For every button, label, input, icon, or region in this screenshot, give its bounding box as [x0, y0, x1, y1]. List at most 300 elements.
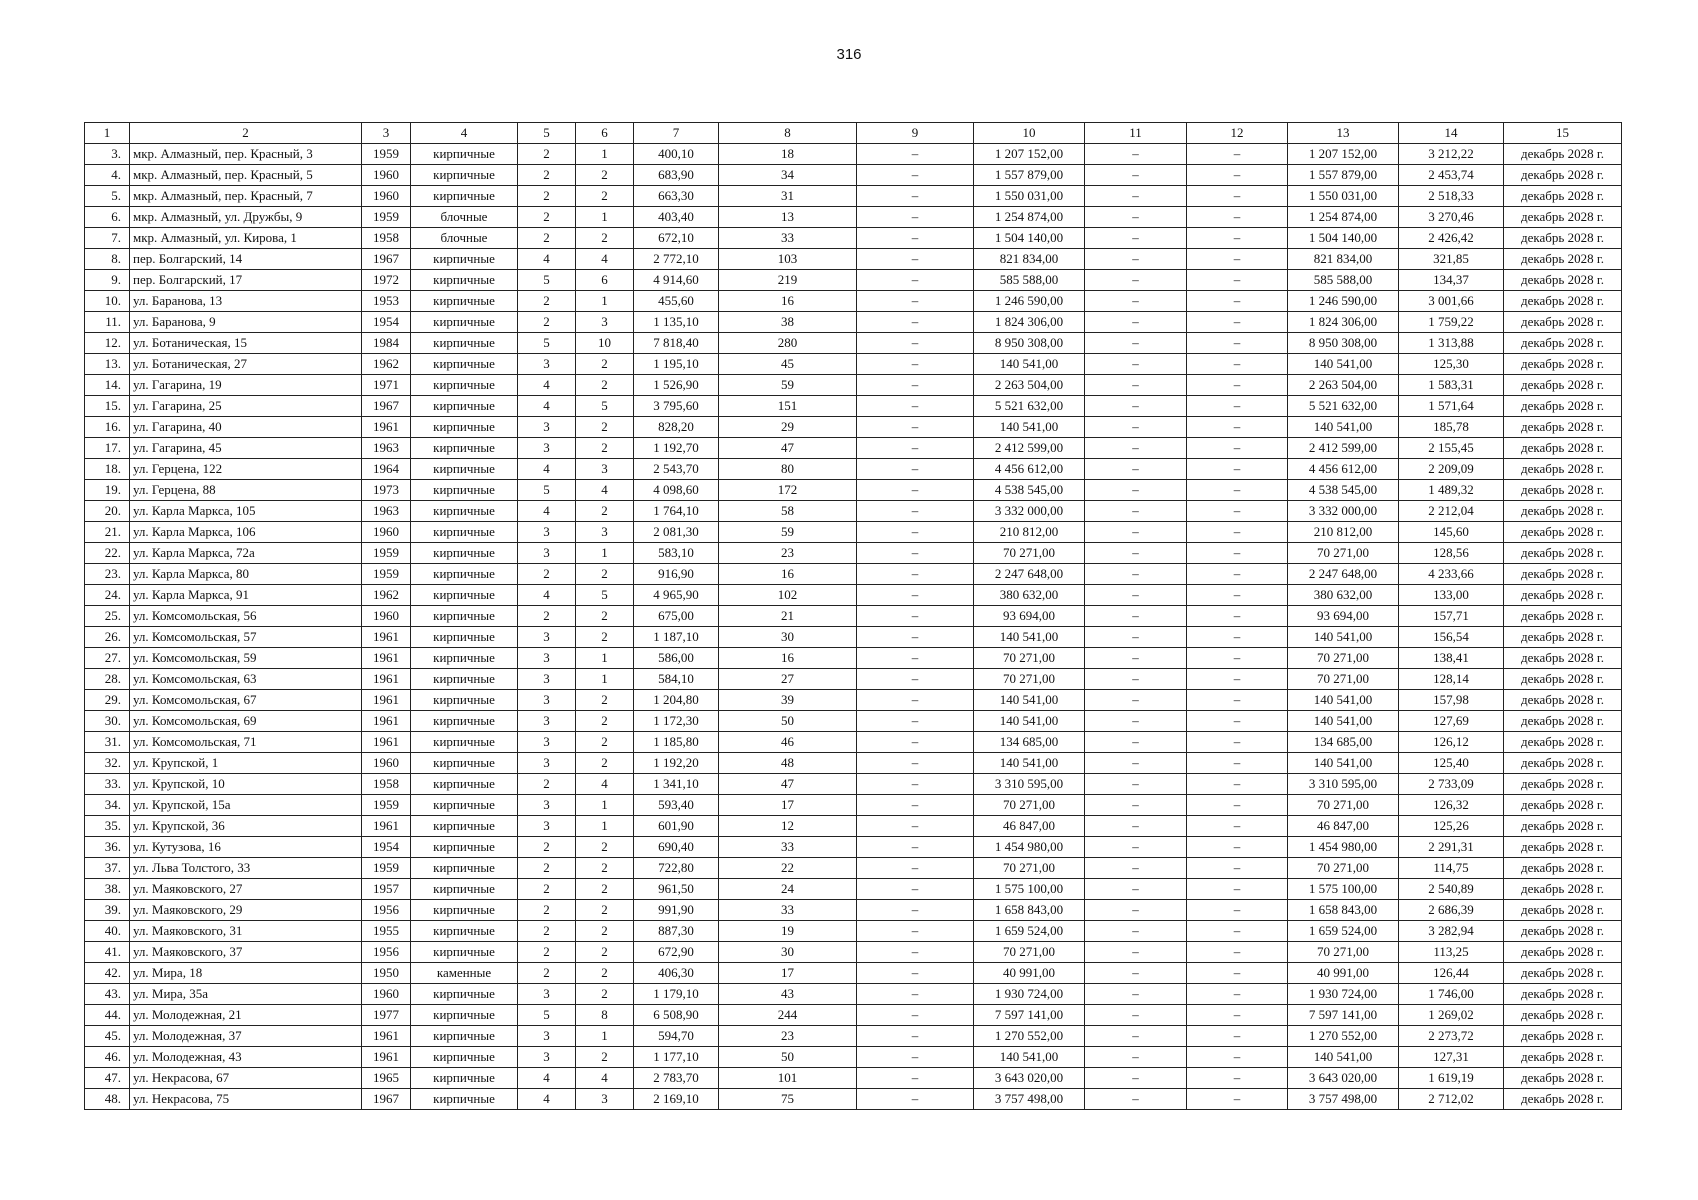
- value-col-13: 3 332 000,00: [1288, 501, 1399, 522]
- residents: 59: [719, 375, 857, 396]
- entrances: 4: [576, 249, 634, 270]
- value-col-12: –: [1187, 186, 1288, 207]
- value-col-12: –: [1187, 627, 1288, 648]
- wall-material: кирпичные: [411, 837, 518, 858]
- wall-material: кирпичные: [411, 144, 518, 165]
- build-year: 1962: [362, 354, 411, 375]
- residents: 80: [719, 459, 857, 480]
- build-year: 1963: [362, 438, 411, 459]
- value-col-10: 210 812,00: [974, 522, 1085, 543]
- value-col-10: 70 271,00: [974, 795, 1085, 816]
- value-col-12: –: [1187, 375, 1288, 396]
- value-col-11: –: [1085, 879, 1187, 900]
- table-row: [85, 249, 1622, 270]
- value-col-11: –: [1085, 522, 1187, 543]
- value-col-10: 3 643 020,00: [974, 1068, 1085, 1089]
- wall-material: кирпичные: [411, 648, 518, 669]
- wall-material: кирпичные: [411, 1089, 518, 1110]
- value-col-11: –: [1085, 291, 1187, 312]
- build-year: 1963: [362, 501, 411, 522]
- floors: 3: [518, 711, 576, 732]
- value-col-10: 1 504 140,00: [974, 228, 1085, 249]
- build-year: 1972: [362, 270, 411, 291]
- value-col-14: 1 571,64: [1399, 396, 1504, 417]
- table-row: [85, 669, 1622, 690]
- wall-material: кирпичные: [411, 984, 518, 1005]
- deadline: декабрь 2028 г.: [1504, 354, 1622, 375]
- value-col-10: 1 207 152,00: [974, 144, 1085, 165]
- residents: 219: [719, 270, 857, 291]
- value-col-12: –: [1187, 648, 1288, 669]
- value-col-9: –: [857, 1026, 974, 1047]
- residents: 46: [719, 732, 857, 753]
- value-col-10: 46 847,00: [974, 816, 1085, 837]
- area: 722,80: [634, 858, 719, 879]
- deadline: декабрь 2028 г.: [1504, 774, 1622, 795]
- value-col-14: 4 233,66: [1399, 564, 1504, 585]
- deadline: декабрь 2028 г.: [1504, 942, 1622, 963]
- entrances: 1: [576, 144, 634, 165]
- residents: 16: [719, 291, 857, 312]
- deadline: декабрь 2028 г.: [1504, 501, 1622, 522]
- residents: 58: [719, 501, 857, 522]
- area: 1 172,30: [634, 711, 719, 732]
- residents: 244: [719, 1005, 857, 1026]
- residents: 13: [719, 207, 857, 228]
- value-col-13: 140 541,00: [1288, 627, 1399, 648]
- value-col-11: –: [1085, 501, 1187, 522]
- value-col-11: –: [1085, 375, 1187, 396]
- table-row: [85, 1068, 1622, 1089]
- area: 1 195,10: [634, 354, 719, 375]
- address: ул. Ботаническая, 15: [130, 333, 362, 354]
- row-number: 29.: [85, 690, 130, 711]
- table-row: [85, 816, 1622, 837]
- residents: 34: [719, 165, 857, 186]
- value-col-13: 585 588,00: [1288, 270, 1399, 291]
- address: мкр. Алмазный, пер. Красный, 5: [130, 165, 362, 186]
- floors: 2: [518, 207, 576, 228]
- residents: 22: [719, 858, 857, 879]
- value-col-14: 2 453,74: [1399, 165, 1504, 186]
- row-number: 46.: [85, 1047, 130, 1068]
- value-col-9: –: [857, 1089, 974, 1110]
- wall-material: кирпичные: [411, 291, 518, 312]
- deadline: декабрь 2028 г.: [1504, 732, 1622, 753]
- floors: 3: [518, 522, 576, 543]
- value-col-9: –: [857, 942, 974, 963]
- entrances: 2: [576, 354, 634, 375]
- value-col-12: –: [1187, 228, 1288, 249]
- wall-material: кирпичные: [411, 459, 518, 480]
- register-table: [84, 122, 1622, 1110]
- area: 583,10: [634, 543, 719, 564]
- wall-material: кирпичные: [411, 564, 518, 585]
- column-number: 3: [362, 123, 411, 144]
- row-number: 35.: [85, 816, 130, 837]
- value-col-14: 1 583,31: [1399, 375, 1504, 396]
- area: 4 098,60: [634, 480, 719, 501]
- value-col-13: 3 643 020,00: [1288, 1068, 1399, 1089]
- build-year: 1961: [362, 1047, 411, 1068]
- value-col-12: –: [1187, 144, 1288, 165]
- value-col-14: 126,44: [1399, 963, 1504, 984]
- floors: 5: [518, 480, 576, 501]
- row-number: 20.: [85, 501, 130, 522]
- entrances: 2: [576, 375, 634, 396]
- floors: 3: [518, 732, 576, 753]
- value-col-11: –: [1085, 396, 1187, 417]
- wall-material: кирпичные: [411, 732, 518, 753]
- build-year: 1961: [362, 648, 411, 669]
- value-col-12: –: [1187, 690, 1288, 711]
- value-col-13: 1 557 879,00: [1288, 165, 1399, 186]
- build-year: 1961: [362, 669, 411, 690]
- entrances: 2: [576, 228, 634, 249]
- address: ул. Крупской, 15а: [130, 795, 362, 816]
- column-number: 13: [1288, 123, 1399, 144]
- deadline: декабрь 2028 г.: [1504, 396, 1622, 417]
- value-col-9: –: [857, 1047, 974, 1068]
- table-row: [85, 270, 1622, 291]
- floors: 4: [518, 459, 576, 480]
- value-col-11: –: [1085, 858, 1187, 879]
- address: ул. Комсомольская, 57: [130, 627, 362, 648]
- value-col-10: 140 541,00: [974, 690, 1085, 711]
- floors: 3: [518, 753, 576, 774]
- value-col-14: 133,00: [1399, 585, 1504, 606]
- table-row: [85, 837, 1622, 858]
- entrances: 2: [576, 501, 634, 522]
- column-number: 15: [1504, 123, 1622, 144]
- address: ул. Маяковского, 27: [130, 879, 362, 900]
- build-year: 1967: [362, 249, 411, 270]
- area: 961,50: [634, 879, 719, 900]
- address: ул. Молодежная, 43: [130, 1047, 362, 1068]
- address: ул. Комсомольская, 63: [130, 669, 362, 690]
- entrances: 2: [576, 879, 634, 900]
- value-col-13: 1 454 980,00: [1288, 837, 1399, 858]
- value-col-9: –: [857, 606, 974, 627]
- area: 400,10: [634, 144, 719, 165]
- floors: 3: [518, 648, 576, 669]
- deadline: декабрь 2028 г.: [1504, 270, 1622, 291]
- build-year: 1959: [362, 795, 411, 816]
- entrances: 2: [576, 627, 634, 648]
- value-col-14: 138,41: [1399, 648, 1504, 669]
- table-row: [85, 522, 1622, 543]
- value-col-9: –: [857, 984, 974, 1005]
- deadline: декабрь 2028 г.: [1504, 459, 1622, 480]
- wall-material: кирпичные: [411, 1047, 518, 1068]
- floors: 3: [518, 438, 576, 459]
- row-number: 27.: [85, 648, 130, 669]
- deadline: декабрь 2028 г.: [1504, 963, 1622, 984]
- row-number: 34.: [85, 795, 130, 816]
- value-col-11: –: [1085, 816, 1187, 837]
- wall-material: кирпичные: [411, 1068, 518, 1089]
- value-col-10: 70 271,00: [974, 543, 1085, 564]
- value-col-9: –: [857, 795, 974, 816]
- value-col-14: 126,32: [1399, 795, 1504, 816]
- value-col-9: –: [857, 312, 974, 333]
- entrances: 2: [576, 417, 634, 438]
- build-year: 1957: [362, 879, 411, 900]
- build-year: 1977: [362, 1005, 411, 1026]
- value-col-11: –: [1085, 312, 1187, 333]
- value-col-12: –: [1187, 585, 1288, 606]
- address: ул. Карла Маркса, 80: [130, 564, 362, 585]
- value-col-10: 2 263 504,00: [974, 375, 1085, 396]
- floors: 4: [518, 585, 576, 606]
- address: ул. Герцена, 88: [130, 480, 362, 501]
- build-year: 1964: [362, 459, 411, 480]
- area: 1 341,10: [634, 774, 719, 795]
- value-col-11: –: [1085, 1005, 1187, 1026]
- value-col-11: –: [1085, 1026, 1187, 1047]
- table-row: [85, 501, 1622, 522]
- row-number: 10.: [85, 291, 130, 312]
- entrances: 2: [576, 690, 634, 711]
- value-col-12: –: [1187, 396, 1288, 417]
- address: ул. Мира, 35а: [130, 984, 362, 1005]
- entrances: 10: [576, 333, 634, 354]
- deadline: декабрь 2028 г.: [1504, 795, 1622, 816]
- residents: 101: [719, 1068, 857, 1089]
- table-row: [85, 732, 1622, 753]
- address: ул. Карла Маркса, 106: [130, 522, 362, 543]
- row-number: 21.: [85, 522, 130, 543]
- area: 2 772,10: [634, 249, 719, 270]
- residents: 75: [719, 1089, 857, 1110]
- value-col-9: –: [857, 627, 974, 648]
- table-row: [85, 543, 1622, 564]
- area: 663,30: [634, 186, 719, 207]
- value-col-12: –: [1187, 1068, 1288, 1089]
- column-number: 6: [576, 123, 634, 144]
- wall-material: кирпичные: [411, 165, 518, 186]
- value-col-14: 127,31: [1399, 1047, 1504, 1068]
- floors: 2: [518, 564, 576, 585]
- address: ул. Некрасова, 67: [130, 1068, 362, 1089]
- value-col-10: 2 412 599,00: [974, 438, 1085, 459]
- floors: 3: [518, 1047, 576, 1068]
- entrances: 2: [576, 1047, 634, 1068]
- value-col-11: –: [1085, 711, 1187, 732]
- wall-material: кирпичные: [411, 1026, 518, 1047]
- deadline: декабрь 2028 г.: [1504, 627, 1622, 648]
- residents: 31: [719, 186, 857, 207]
- row-number: 48.: [85, 1089, 130, 1110]
- value-col-14: 125,26: [1399, 816, 1504, 837]
- value-col-9: –: [857, 900, 974, 921]
- value-col-12: –: [1187, 774, 1288, 795]
- deadline: декабрь 2028 г.: [1504, 543, 1622, 564]
- deadline: декабрь 2028 г.: [1504, 207, 1622, 228]
- page-number: 316: [836, 46, 862, 63]
- entrances: 4: [576, 1068, 634, 1089]
- column-number: 11: [1085, 123, 1187, 144]
- floors: 2: [518, 942, 576, 963]
- wall-material: кирпичные: [411, 795, 518, 816]
- build-year: 1959: [362, 564, 411, 585]
- build-year: 1961: [362, 732, 411, 753]
- value-col-13: 70 271,00: [1288, 648, 1399, 669]
- value-col-12: –: [1187, 354, 1288, 375]
- value-col-12: –: [1187, 564, 1288, 585]
- row-number: 24.: [85, 585, 130, 606]
- value-col-12: –: [1187, 858, 1288, 879]
- residents: 43: [719, 984, 857, 1005]
- entrances: 2: [576, 732, 634, 753]
- deadline: декабрь 2028 г.: [1504, 249, 1622, 270]
- deadline: декабрь 2028 г.: [1504, 228, 1622, 249]
- address: пер. Болгарский, 14: [130, 249, 362, 270]
- value-col-9: –: [857, 1068, 974, 1089]
- address: ул. Кутузова, 16: [130, 837, 362, 858]
- floors: 2: [518, 291, 576, 312]
- value-col-11: –: [1085, 543, 1187, 564]
- row-number: 42.: [85, 963, 130, 984]
- table-row: [85, 165, 1622, 186]
- row-number: 13.: [85, 354, 130, 375]
- value-col-14: 2 540,89: [1399, 879, 1504, 900]
- build-year: 1962: [362, 585, 411, 606]
- value-col-13: 1 659 524,00: [1288, 921, 1399, 942]
- value-col-9: –: [857, 690, 974, 711]
- value-col-14: 145,60: [1399, 522, 1504, 543]
- entrances: 2: [576, 711, 634, 732]
- address: ул. Ботаническая, 27: [130, 354, 362, 375]
- value-col-12: –: [1187, 1089, 1288, 1110]
- address: ул. Маяковского, 31: [130, 921, 362, 942]
- residents: 17: [719, 795, 857, 816]
- table-row: [85, 984, 1622, 1005]
- floors: 5: [518, 1005, 576, 1026]
- deadline: декабрь 2028 г.: [1504, 690, 1622, 711]
- value-col-9: –: [857, 711, 974, 732]
- area: 2 169,10: [634, 1089, 719, 1110]
- value-col-10: 3 332 000,00: [974, 501, 1085, 522]
- wall-material: кирпичные: [411, 606, 518, 627]
- address: ул. Гагарина, 19: [130, 375, 362, 396]
- column-number: 12: [1187, 123, 1288, 144]
- build-year: 1955: [362, 921, 411, 942]
- entrances: 3: [576, 1089, 634, 1110]
- value-col-9: –: [857, 249, 974, 270]
- value-col-10: 1 246 590,00: [974, 291, 1085, 312]
- deadline: декабрь 2028 г.: [1504, 564, 1622, 585]
- area: 672,10: [634, 228, 719, 249]
- residents: 23: [719, 1026, 857, 1047]
- column-number: 9: [857, 123, 974, 144]
- build-year: 1960: [362, 753, 411, 774]
- entrances: 2: [576, 606, 634, 627]
- table-row: [85, 921, 1622, 942]
- value-col-11: –: [1085, 837, 1187, 858]
- value-col-14: 2 212,04: [1399, 501, 1504, 522]
- address: ул. Карла Маркса, 72а: [130, 543, 362, 564]
- floors: 3: [518, 690, 576, 711]
- entrances: 1: [576, 207, 634, 228]
- area: 1 179,10: [634, 984, 719, 1005]
- deadline: декабрь 2028 г.: [1504, 753, 1622, 774]
- row-number: 30.: [85, 711, 130, 732]
- residents: 30: [719, 942, 857, 963]
- value-col-14: 157,98: [1399, 690, 1504, 711]
- wall-material: кирпичные: [411, 711, 518, 732]
- value-col-9: –: [857, 501, 974, 522]
- residents: 21: [719, 606, 857, 627]
- value-col-12: –: [1187, 1026, 1288, 1047]
- deadline: декабрь 2028 г.: [1504, 480, 1622, 501]
- value-col-11: –: [1085, 165, 1187, 186]
- area: 3 795,60: [634, 396, 719, 417]
- deadline: декабрь 2028 г.: [1504, 921, 1622, 942]
- entrances: 4: [576, 774, 634, 795]
- value-col-12: –: [1187, 522, 1288, 543]
- floors: 3: [518, 669, 576, 690]
- value-col-14: 3 282,94: [1399, 921, 1504, 942]
- value-col-12: –: [1187, 795, 1288, 816]
- floors: 2: [518, 921, 576, 942]
- build-year: 1953: [362, 291, 411, 312]
- floors: 2: [518, 228, 576, 249]
- entrances: 3: [576, 312, 634, 333]
- value-col-9: –: [857, 543, 974, 564]
- value-col-14: 1 746,00: [1399, 984, 1504, 1005]
- residents: 33: [719, 900, 857, 921]
- value-col-10: 140 541,00: [974, 627, 1085, 648]
- value-col-14: 2 291,31: [1399, 837, 1504, 858]
- address: мкр. Алмазный, ул. Кирова, 1: [130, 228, 362, 249]
- row-number: 7.: [85, 228, 130, 249]
- table-row: [85, 942, 1622, 963]
- value-col-14: 3 212,22: [1399, 144, 1504, 165]
- area: 1 192,70: [634, 438, 719, 459]
- floors: 2: [518, 900, 576, 921]
- value-col-13: 4 456 612,00: [1288, 459, 1399, 480]
- value-col-12: –: [1187, 753, 1288, 774]
- value-col-10: 140 541,00: [974, 753, 1085, 774]
- row-number: 26.: [85, 627, 130, 648]
- table-row: [85, 144, 1622, 165]
- residents: 17: [719, 963, 857, 984]
- deadline: декабрь 2028 г.: [1504, 669, 1622, 690]
- value-col-11: –: [1085, 417, 1187, 438]
- value-col-10: 140 541,00: [974, 417, 1085, 438]
- table-row: [85, 585, 1622, 606]
- value-col-9: –: [857, 333, 974, 354]
- deadline: декабрь 2028 г.: [1504, 648, 1622, 669]
- area: 2 543,70: [634, 459, 719, 480]
- build-year: 1959: [362, 144, 411, 165]
- floors: 3: [518, 795, 576, 816]
- build-year: 1954: [362, 312, 411, 333]
- wall-material: кирпичные: [411, 879, 518, 900]
- value-col-13: 140 541,00: [1288, 354, 1399, 375]
- area: 406,30: [634, 963, 719, 984]
- value-col-10: 70 271,00: [974, 858, 1085, 879]
- column-number: 1: [85, 123, 130, 144]
- table-row: [85, 963, 1622, 984]
- residents: 33: [719, 228, 857, 249]
- residents: 23: [719, 543, 857, 564]
- entrances: 2: [576, 837, 634, 858]
- area: 1 192,20: [634, 753, 719, 774]
- deadline: декабрь 2028 г.: [1504, 858, 1622, 879]
- residents: 47: [719, 438, 857, 459]
